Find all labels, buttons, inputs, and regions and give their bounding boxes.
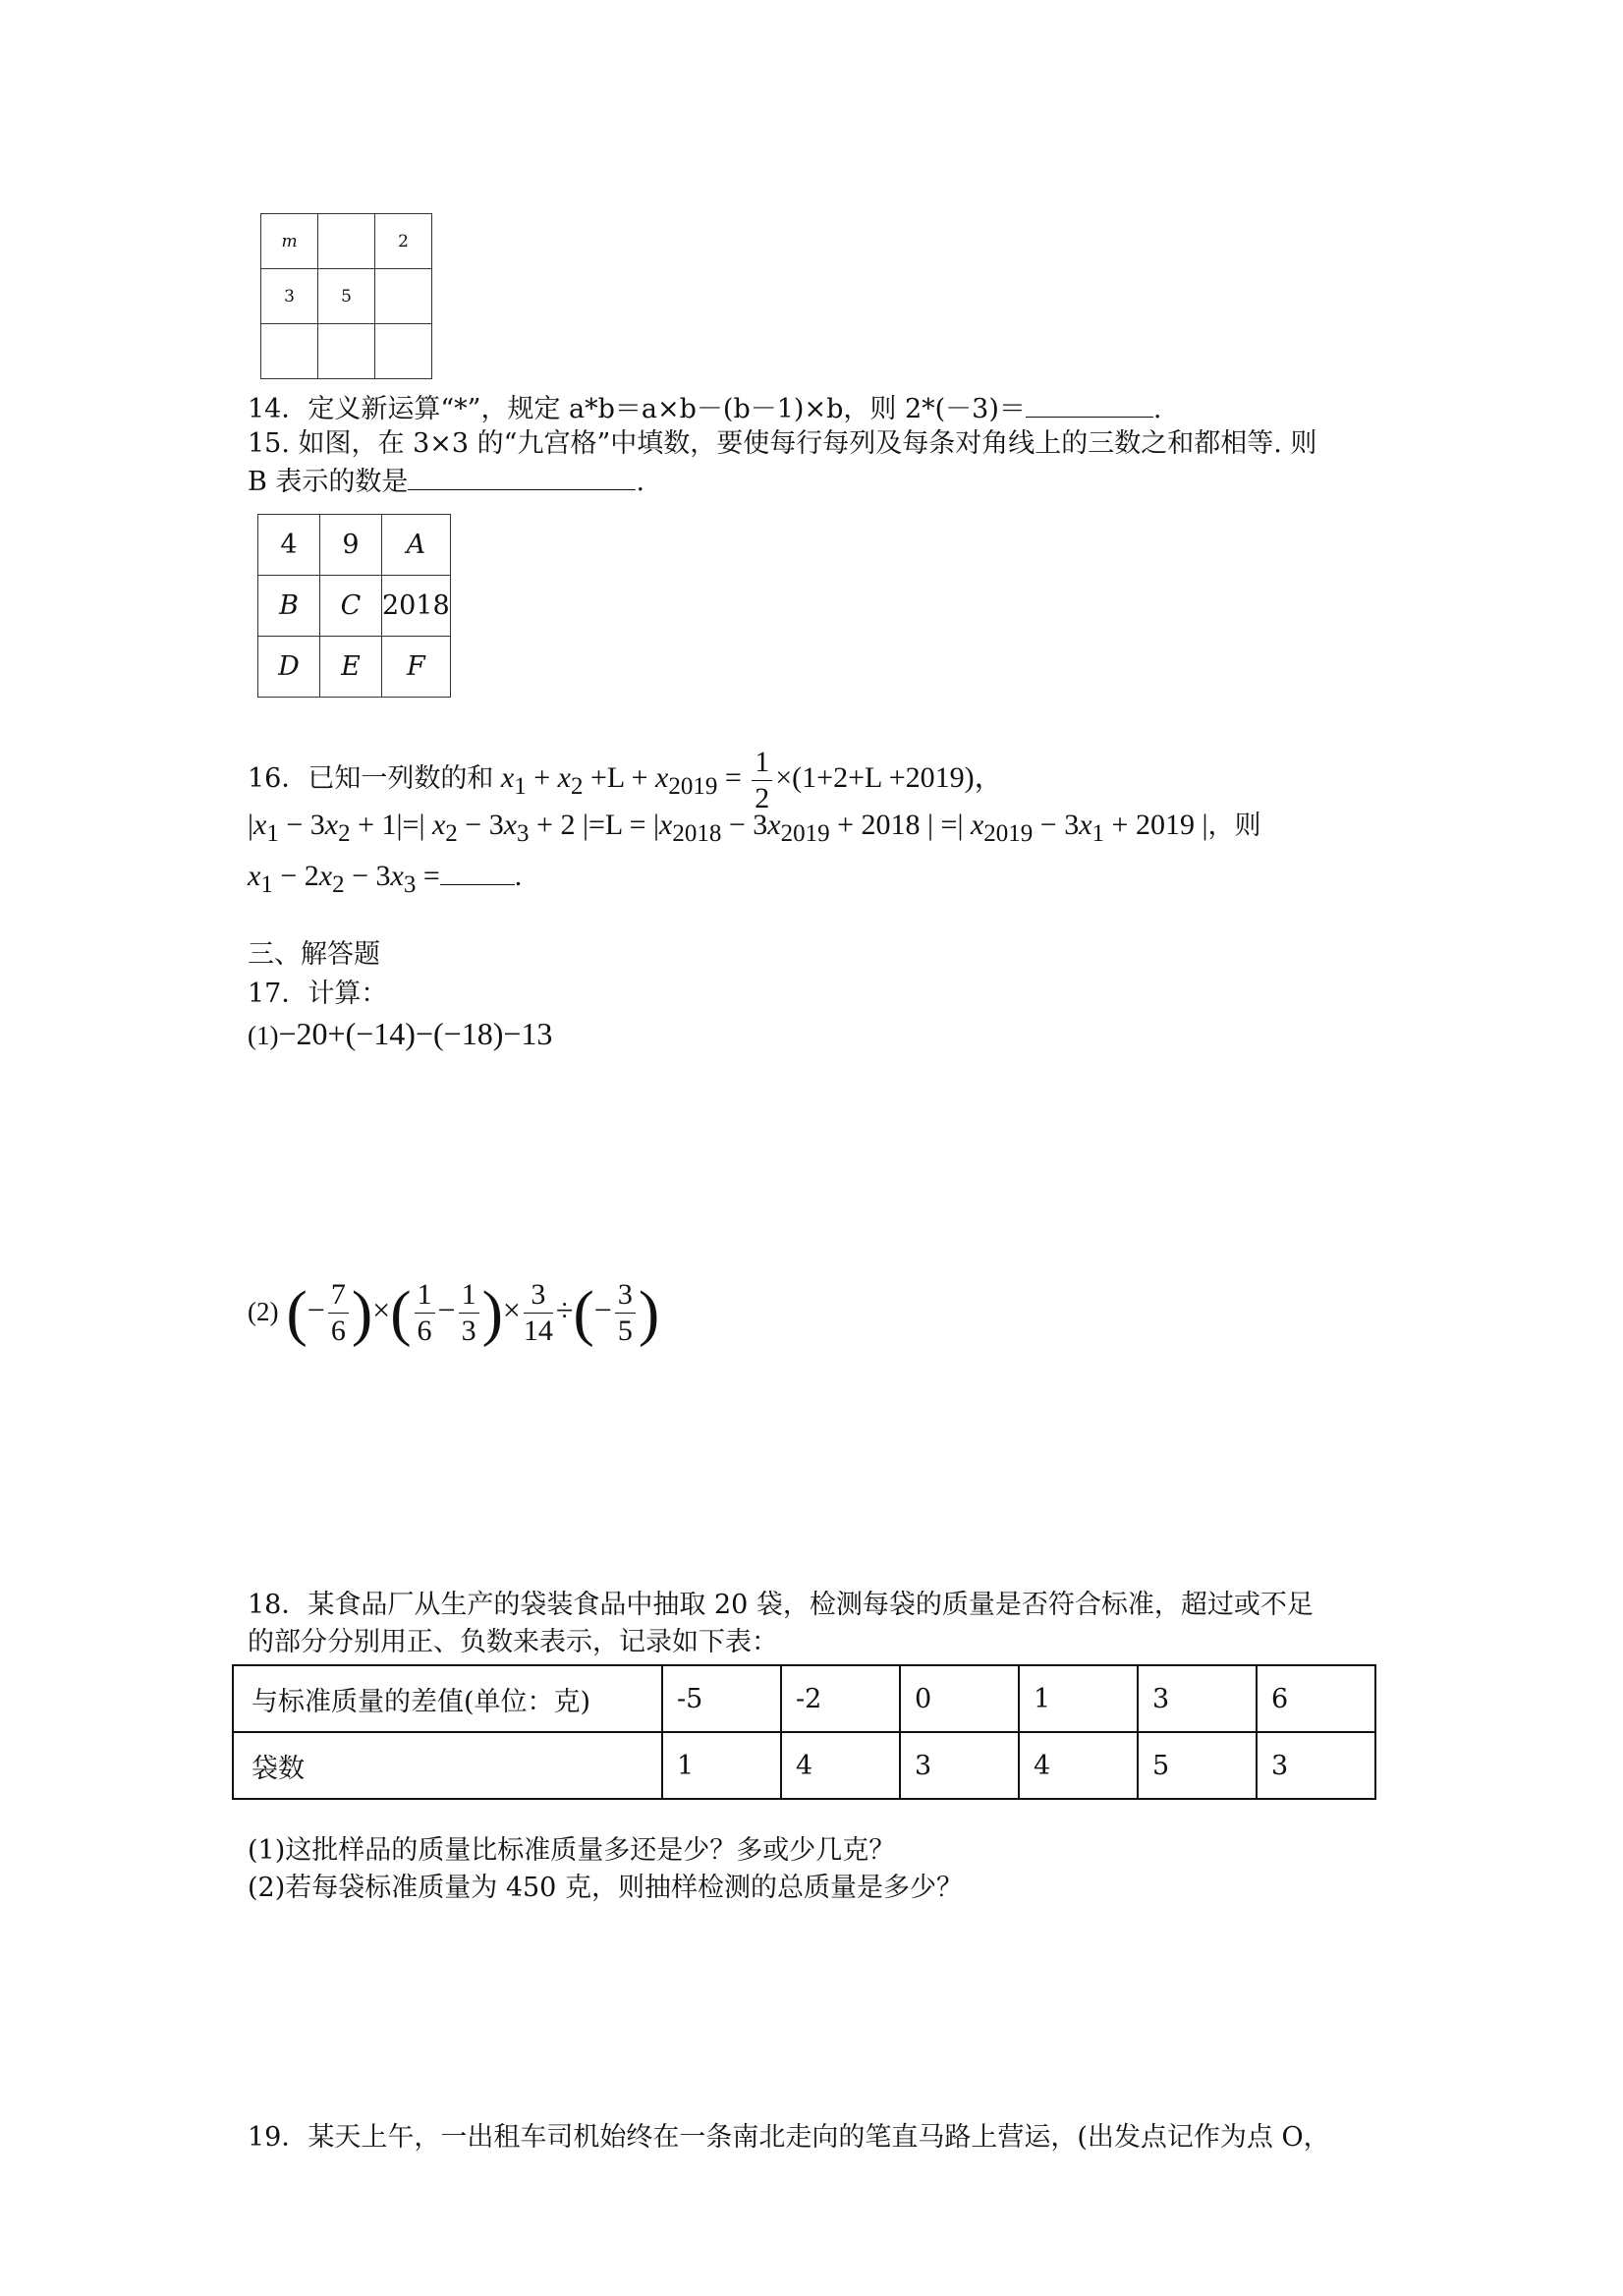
question-15-line-1: 15. 如图，在 3×3 的“九宫格”中填数，要使每行每列及每条对角线上的三数之和都相等. 则 xyxy=(248,428,1317,459)
question-15-line-2 xyxy=(248,464,644,500)
grid-2-cell: 4 xyxy=(258,515,320,576)
question-16-line-3: $x_1 - 2x_2 - 3x_3$ = . xyxy=(248,860,523,898)
grid-1-cell: m xyxy=(261,214,318,269)
question-17-part-2: (2) (− $\frac{7}{6}$ )×( $\frac{1}{6}$ − $\frac{1}{3}$ )× $\frac{3}{14}$ ÷(− $\frac{3}{5}$ ) xyxy=(248,1277,660,1348)
table-row xyxy=(233,1665,1375,1732)
q15-answer-blank xyxy=(408,464,636,490)
question-17-title: 17．计算： xyxy=(248,979,388,1009)
table-cell: -2 xyxy=(781,1665,900,1732)
q17-part2-label: (2) xyxy=(248,1297,279,1326)
q16-intro: 16．已知一列数的和 xyxy=(248,763,494,794)
question-18-sub-1: (1)这批样品的质量比标准质量多还是少？多或少几克？ xyxy=(248,1835,896,1866)
grid-2-cell: E xyxy=(320,637,382,698)
magic-square-grid xyxy=(257,514,451,698)
grid-2-cell: A xyxy=(382,515,451,576)
question-18-line-1: 18．某食品厂从生产的袋装食品中抽取 20 袋，检测每袋的质量是否符合标准，超过或不足 xyxy=(248,1590,1314,1620)
grid-2-cell: F xyxy=(382,637,451,698)
table-cell: 3 xyxy=(1138,1665,1257,1732)
grid-1-cell: 5 xyxy=(318,269,375,324)
q14-end: . xyxy=(1152,394,1162,424)
table-header-cell: 袋数 xyxy=(233,1732,662,1799)
table-cell: 1 xyxy=(1019,1665,1138,1732)
question-16-line-2: $|x_1 - 3x_2 + 1|=|$ $x_2 - 3x_3 + 2$ $|=L = |x_{2018} - 3x_{2019} + 2018$ | =| $x_{2019} - 3x_1 + 2019$ |，则 xyxy=(248,809,1261,847)
q15-text: B 表示的数是 xyxy=(248,467,409,497)
table-cell: 6 xyxy=(1257,1665,1375,1732)
grid-1-cell xyxy=(318,324,375,379)
table-header-cell: 与标准质量的差值(单位：克) xyxy=(233,1665,662,1732)
q17-part1-label: (1) xyxy=(248,1021,279,1050)
q16-end: . xyxy=(514,860,523,892)
grid-2-cell: 9 xyxy=(320,515,382,576)
table-cell: 3 xyxy=(1257,1732,1375,1799)
table-cell: -5 xyxy=(662,1665,781,1732)
q14-text: 14．定义新运算“*”，规定 a*b＝a×b－(b－1)×b，则 2*(－3)＝ xyxy=(248,394,1026,424)
grid-2-cell: D xyxy=(258,637,320,698)
grid-1-cell xyxy=(375,269,432,324)
question-17-part-1 xyxy=(248,1016,552,1053)
q16-then: ，则 xyxy=(1207,811,1261,841)
table-cell: 5 xyxy=(1138,1732,1257,1799)
table-cell: 3 xyxy=(900,1732,1019,1799)
question-19-line-1: 19．某天上午，一出租车司机始终在一条南北走向的笔直马路上营运，(出发点记作为点 O， xyxy=(248,2122,1330,2153)
q16-answer-blank xyxy=(440,859,515,885)
question-14 xyxy=(248,391,1161,427)
q17-part1-expression: −20+(−14)−(−18)−13 xyxy=(278,1016,553,1051)
grid-1-cell xyxy=(261,324,318,379)
section-title: 三、解答题 xyxy=(248,939,380,970)
data-table xyxy=(232,1664,1376,1800)
grid-1 xyxy=(260,213,432,379)
question-18-line-2: 的部分分别用正、负数来表示，记录如下表： xyxy=(248,1627,778,1657)
q16-sum-formula: $x_1 + x_2 +L + x_{2019}$ = $\frac{1}{2}$ ×(1+2+L +2019)， xyxy=(500,745,1004,814)
table-cell: 4 xyxy=(781,1732,900,1799)
grid-1-cell: 3 xyxy=(261,269,318,324)
grid-1-cell xyxy=(318,214,375,269)
grid-1-cell: 2 xyxy=(375,214,432,269)
grid-2-cell: C xyxy=(320,576,382,637)
grid-2-cell: B xyxy=(258,576,320,637)
table-cell: 4 xyxy=(1019,1732,1138,1799)
q14-answer-blank xyxy=(1026,391,1153,418)
table-cell: 1 xyxy=(662,1732,781,1799)
table-cell: 0 xyxy=(900,1665,1019,1732)
grid-1-cell xyxy=(375,324,432,379)
table-row xyxy=(233,1732,1375,1799)
grid-2-cell: 2018 xyxy=(382,576,451,637)
q15-end: . xyxy=(636,467,645,497)
question-18-sub-2: (2)若每袋标准质量为 450 克，则抽样检测的总质量是多少？ xyxy=(248,1873,963,1903)
